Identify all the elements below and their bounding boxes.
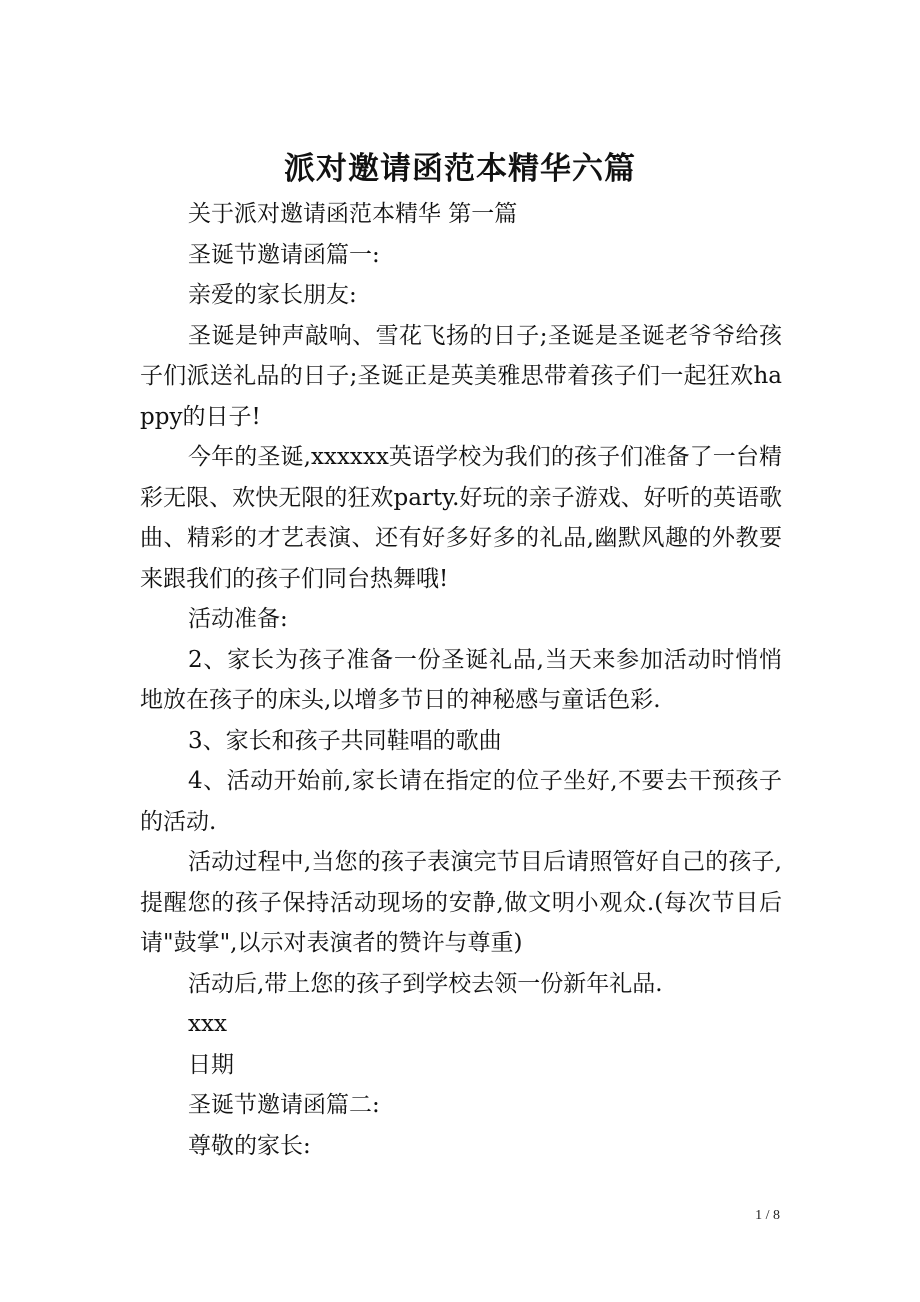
paragraph-signature: xxx <box>188 1011 227 1037</box>
paragraph-christmas-intro: 圣诞是钟声敲响、雪花飞扬的日子;圣诞是圣诞老爷爷给孩子们派送礼品的日子;圣诞正是英美雅思带着孩子们一起狂欢happy的日子! <box>140 322 782 430</box>
paragraph-item-4: 4、活动开始前,家长请在指定的位子坐好,不要去干预孩子的活动. <box>140 768 782 835</box>
paragraph-section-heading: 关于派对邀请函范本精华 第一篇 <box>188 201 518 227</box>
paragraph-preparation-heading: 活动准备: <box>188 606 288 632</box>
paragraph-party-description: 今年的圣诞,xxxxxx英语学校为我们的孩子们准备了一台精彩无限、欢快无限的狂欢party.好玩的亲子游戏、好听的英语歌曲、精彩的才艺表演、还有好多好多的礼品,幽默风趣的外教要来跟我们的孩子们同台热舞哦! <box>140 444 782 592</box>
paragraph-after-activity: 活动后,带上您的孩子到学校去领一份新年礼品. <box>188 970 663 997</box>
paragraph-item-3: 3、家长和孩子共同鞋唱的歌曲 <box>188 727 502 754</box>
paragraph-salutation: 亲爱的家长朋友: <box>188 282 357 308</box>
document-body <box>140 194 782 1166</box>
paragraph-salutation-two: 尊敬的家长: <box>188 1132 311 1159</box>
paragraph-item-2: 2、家长为孩子准备一份圣诞礼品,当天来参加活动时悄悄地放在孩子的床头,以增多节日的神秘感与童话色彩. <box>140 646 782 713</box>
paragraph-date: 日期 <box>188 1051 234 1078</box>
paragraph-invitation-two-heading: 圣诞节邀请函篇二: <box>188 1092 380 1118</box>
page-number: 1 / 8 <box>755 1208 780 1223</box>
paragraph-invitation-one-heading: 圣诞节邀请函篇一: <box>188 241 380 268</box>
document-title: 派对邀请函范本精华六篇 <box>284 150 636 187</box>
paragraph-during-activity: 活动过程中,当您的孩子表演完节目后请照管好自己的孩子,提醒您的孩子保持活动现场的安静,做文明小观众.(每次节目后请"鼓掌",以示对表演者的赞许与尊重) <box>140 849 782 956</box>
